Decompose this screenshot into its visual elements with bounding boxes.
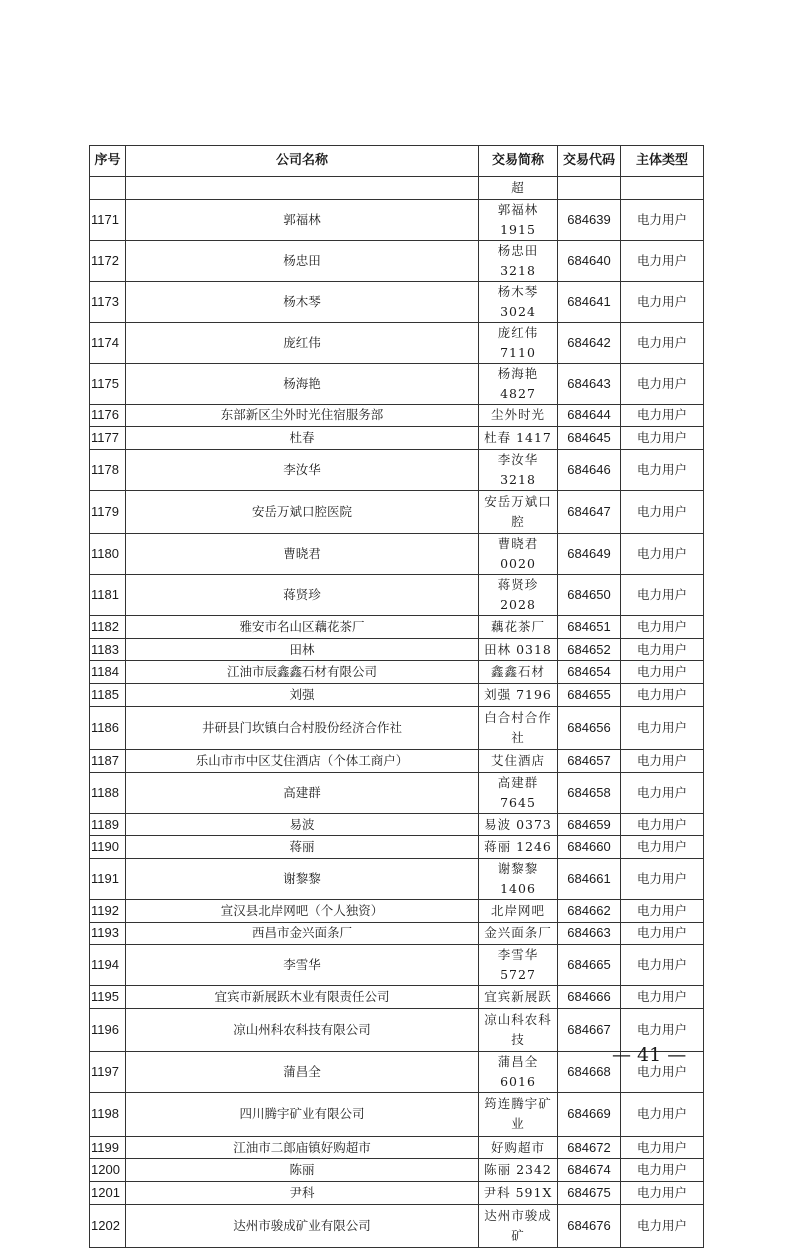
cell-seq: 1195 xyxy=(90,986,126,1009)
header-trade-abbr: 交易简称 xyxy=(479,146,558,177)
cell-trade-abbr: 安岳万斌口腔 xyxy=(479,490,558,534)
cell-entity-type: 电力用户 xyxy=(621,449,704,490)
table-row xyxy=(90,986,704,1009)
cell-seq: 1178 xyxy=(90,449,126,490)
participant-table xyxy=(89,145,704,1248)
cell-company-name: 东部新区尘外时光住宿服务部 xyxy=(126,404,479,427)
cell-company-name: 杨木琴 xyxy=(126,281,479,322)
cell-trade-code: 684652 xyxy=(558,638,621,661)
cell-seq: 1179 xyxy=(90,490,126,534)
cell-trade-code: 684651 xyxy=(558,616,621,639)
cell-company-name: 西昌市金兴面条厂 xyxy=(126,922,479,945)
table-row xyxy=(90,322,704,363)
cell-company-name: 杨海艳 xyxy=(126,363,479,404)
cell-seq: 1180 xyxy=(90,534,126,575)
cell-trade-code: 684643 xyxy=(558,363,621,404)
cell-company-name: 宣汉县北岸网吧（个人独资） xyxy=(126,899,479,922)
cell-trade-code: 684642 xyxy=(558,322,621,363)
cell-trade-code: 684662 xyxy=(558,899,621,922)
cell-seq: 1197 xyxy=(90,1052,126,1093)
cell-trade-abbr: 尘外时光 xyxy=(479,404,558,427)
cell-entity-type: 电力用户 xyxy=(621,363,704,404)
cell-trade-abbr: 藕花茶厂 xyxy=(479,616,558,639)
table-row xyxy=(90,813,704,836)
cell-entity-type: 电力用户 xyxy=(621,322,704,363)
table-row xyxy=(90,281,704,322)
cell-trade-abbr: 蒲昌全 6016 xyxy=(479,1052,558,1093)
cell-trade-code: 684639 xyxy=(558,199,621,240)
cell-entity-type: 电力用户 xyxy=(621,1052,704,1093)
cell-entity-type: 电力用户 xyxy=(621,945,704,986)
table-row xyxy=(90,922,704,945)
cell-seq: 1201 xyxy=(90,1181,126,1204)
cell-company-name: 杨忠田 xyxy=(126,240,479,281)
cell-company-name: 乐山市市中区艾住酒店（个体工商户） xyxy=(126,750,479,773)
cell-trade-abbr: 李雪华 5727 xyxy=(479,945,558,986)
cell-company-name: 达州市骏成矿业有限公司 xyxy=(126,1204,479,1248)
cell-seq: 1177 xyxy=(90,427,126,450)
table-row xyxy=(90,772,704,813)
cell-trade-code: 684676 xyxy=(558,1204,621,1248)
cell-seq: 1196 xyxy=(90,1008,126,1052)
table-row xyxy=(90,616,704,639)
cell-trade-abbr: 杨忠田 3218 xyxy=(479,240,558,281)
cell-trade-code: 684657 xyxy=(558,750,621,773)
table-row xyxy=(90,363,704,404)
cell-entity-type: 电力用户 xyxy=(621,858,704,899)
cell-entity-type: 电力用户 xyxy=(621,772,704,813)
cell-trade-code: 684655 xyxy=(558,684,621,707)
table-row xyxy=(90,836,704,859)
cell-trade-abbr: 杨木琴 3024 xyxy=(479,281,558,322)
cell-company-name: 宜宾市新展跃木业有限责任公司 xyxy=(126,986,479,1009)
cell-trade-abbr: 艾住酒店 xyxy=(479,750,558,773)
header-trade-code: 交易代码 xyxy=(558,146,621,177)
cell-trade-abbr: 郭福林 1915 xyxy=(479,199,558,240)
cell-trade-abbr: 陈丽 2342 xyxy=(479,1159,558,1182)
cell-entity-type: 电力用户 xyxy=(621,836,704,859)
cell-company-name: 谢黎黎 xyxy=(126,858,479,899)
cell-company-name: 杜春 xyxy=(126,427,479,450)
cell-seq: 1202 xyxy=(90,1204,126,1248)
cell-trade-code: 684669 xyxy=(558,1093,621,1137)
continuation-row xyxy=(90,177,704,200)
cell-entity-type: 电力用户 xyxy=(621,1008,704,1052)
cell-company-name: 易波 xyxy=(126,813,479,836)
table-row xyxy=(90,449,704,490)
cell-entity-type: 电力用户 xyxy=(621,638,704,661)
cell-trade-code: 684667 xyxy=(558,1008,621,1052)
cell-seq: 1187 xyxy=(90,750,126,773)
cell-trade-abbr: 曹晓君 0020 xyxy=(479,534,558,575)
cell-entity-type: 电力用户 xyxy=(621,1136,704,1159)
cell-seq: 1173 xyxy=(90,281,126,322)
cell-company-name: 安岳万斌口腔医院 xyxy=(126,490,479,534)
cell-entity-type: 电力用户 xyxy=(621,813,704,836)
cell-trade-code: 684675 xyxy=(558,1181,621,1204)
cell-seq: 1190 xyxy=(90,836,126,859)
cell-trade-abbr: 宜宾新展跃 xyxy=(479,986,558,1009)
cell-trade-abbr: 田林 0318 xyxy=(479,638,558,661)
cell-company-name: 曹晓君 xyxy=(126,534,479,575)
cell-company-name: 蒋贤珍 xyxy=(126,575,479,616)
table-row xyxy=(90,945,704,986)
cell-trade-abbr: 金兴面条厂 xyxy=(479,922,558,945)
table-row xyxy=(90,750,704,773)
cell-trade-abbr: 筠连腾宇矿业 xyxy=(479,1093,558,1137)
cell-company-name: 高建群 xyxy=(126,772,479,813)
cell-trade-abbr: 高建群 7645 xyxy=(479,772,558,813)
cell-company-name: 凉山州科农科技有限公司 xyxy=(126,1008,479,1052)
cell-entity-type: 电力用户 xyxy=(621,750,704,773)
cell-company-name: 井研县门坎镇白合村股份经济合作社 xyxy=(126,706,479,750)
cell-seq: 1199 xyxy=(90,1136,126,1159)
cell-trade-code: 684659 xyxy=(558,813,621,836)
cell-trade-code: 684644 xyxy=(558,404,621,427)
cell-trade-code: 684649 xyxy=(558,534,621,575)
cell-entity-type: 电力用户 xyxy=(621,706,704,750)
table-row xyxy=(90,1159,704,1182)
cell-company-name: 蒲昌全 xyxy=(126,1052,479,1093)
table-row xyxy=(90,199,704,240)
cell-entity-type: 电力用户 xyxy=(621,899,704,922)
cell-entity-type: 电力用户 xyxy=(621,427,704,450)
cell-company-name: 李汝华 xyxy=(126,449,479,490)
cell-trade-abbr: 蒋丽 1246 xyxy=(479,836,558,859)
table-row xyxy=(90,706,704,750)
cell-seq: 1191 xyxy=(90,858,126,899)
table-row xyxy=(90,858,704,899)
cell-entity-type: 电力用户 xyxy=(621,986,704,1009)
cell-trade-abbr: 达州市骏成矿 xyxy=(479,1204,558,1248)
cell-company-name: 蒋丽 xyxy=(126,836,479,859)
cell-seq: 1200 xyxy=(90,1159,126,1182)
header-entity-type: 主体类型 xyxy=(621,146,704,177)
cell-company-name: 江油市辰鑫鑫石材有限公司 xyxy=(126,661,479,684)
table-row xyxy=(90,490,704,534)
table-row xyxy=(90,661,704,684)
cell-trade-code: 684660 xyxy=(558,836,621,859)
cell-trade-abbr: 易波 0373 xyxy=(479,813,558,836)
cell-trade-abbr: 鑫鑫石材 xyxy=(479,661,558,684)
header-company-name: 公司名称 xyxy=(126,146,479,177)
cell-entity-type: 电力用户 xyxy=(621,1204,704,1248)
cell-trade-abbr: 好购超市 xyxy=(479,1136,558,1159)
cell-trade-code: 684663 xyxy=(558,922,621,945)
cell-seq: 1181 xyxy=(90,575,126,616)
cell-seq: 1171 xyxy=(90,199,126,240)
cell-seq: 1176 xyxy=(90,404,126,427)
cell-trade-code: 684658 xyxy=(558,772,621,813)
cell-trade-code: 684654 xyxy=(558,661,621,684)
cell-trade-code: 684647 xyxy=(558,490,621,534)
cell-trade-abbr: 尹科 591X xyxy=(479,1181,558,1204)
cell-seq: 1172 xyxy=(90,240,126,281)
cell-company-name: 江油市二郎庙镇好购超市 xyxy=(126,1136,479,1159)
cell-trade-abbr: 凉山科农科技 xyxy=(479,1008,558,1052)
cell-trade-abbr: 谢黎黎 1406 xyxy=(479,858,558,899)
cell-trade-abbr: 北岸网吧 xyxy=(479,899,558,922)
cell-entity-type: 电力用户 xyxy=(621,575,704,616)
cell-seq: 1184 xyxy=(90,661,126,684)
cell-seq: 1183 xyxy=(90,638,126,661)
cell-trade-abbr: 超 xyxy=(479,177,558,200)
cell-entity-type: 电力用户 xyxy=(621,1159,704,1182)
cell-company-name: 李雪华 xyxy=(126,945,479,986)
cell-company-name: 刘强 xyxy=(126,684,479,707)
cell-trade-abbr: 李汝华 3218 xyxy=(479,449,558,490)
cell-company-name: 郭福林 xyxy=(126,199,479,240)
cell-entity-type: 电力用户 xyxy=(621,281,704,322)
cell-entity-type: 电力用户 xyxy=(621,199,704,240)
cell-entity-type: 电力用户 xyxy=(621,684,704,707)
cell-entity-type xyxy=(621,177,704,200)
cell-entity-type: 电力用户 xyxy=(621,240,704,281)
cell-trade-abbr: 杜春 1417 xyxy=(479,427,558,450)
cell-trade-code: 684646 xyxy=(558,449,621,490)
table-row xyxy=(90,1093,704,1137)
table-row xyxy=(90,575,704,616)
table-row xyxy=(90,1204,704,1248)
cell-company-name: 田林 xyxy=(126,638,479,661)
header-seq: 序号 xyxy=(90,146,126,177)
cell-seq: 1198 xyxy=(90,1093,126,1137)
table-header-row xyxy=(90,146,704,177)
cell-trade-code: 684656 xyxy=(558,706,621,750)
cell-company-name: 四川腾宇矿业有限公司 xyxy=(126,1093,479,1137)
cell-trade-code: 684666 xyxy=(558,986,621,1009)
cell-seq: 1182 xyxy=(90,616,126,639)
cell-trade-code: 684674 xyxy=(558,1159,621,1182)
cell-seq: 1175 xyxy=(90,363,126,404)
cell-trade-abbr: 蒋贤珍 2028 xyxy=(479,575,558,616)
cell-seq: 1193 xyxy=(90,922,126,945)
cell-seq: 1174 xyxy=(90,322,126,363)
cell-entity-type: 电力用户 xyxy=(621,922,704,945)
cell-trade-code: 684640 xyxy=(558,240,621,281)
cell-trade-code: 684668 xyxy=(558,1052,621,1093)
table-row xyxy=(90,534,704,575)
table-row xyxy=(90,240,704,281)
cell-entity-type: 电力用户 xyxy=(621,404,704,427)
cell-trade-code: 684661 xyxy=(558,858,621,899)
cell-seq: 1189 xyxy=(90,813,126,836)
cell-trade-abbr: 刘强 7196 xyxy=(479,684,558,707)
cell-company-name: 雅安市名山区藕花茶厂 xyxy=(126,616,479,639)
table-row xyxy=(90,638,704,661)
cell-seq: 1188 xyxy=(90,772,126,813)
cell-seq xyxy=(90,177,126,200)
cell-trade-abbr: 白合村合作社 xyxy=(479,706,558,750)
cell-entity-type: 电力用户 xyxy=(621,1093,704,1137)
cell-company-name xyxy=(126,177,479,200)
cell-trade-code xyxy=(558,177,621,200)
cell-entity-type: 电力用户 xyxy=(621,534,704,575)
cell-entity-type: 电力用户 xyxy=(621,1181,704,1204)
cell-company-name: 庞红伟 xyxy=(126,322,479,363)
cell-company-name: 尹科 xyxy=(126,1181,479,1204)
cell-company-name: 陈丽 xyxy=(126,1159,479,1182)
table-row xyxy=(90,1136,704,1159)
cell-entity-type: 电力用户 xyxy=(621,661,704,684)
table-row xyxy=(90,427,704,450)
cell-trade-abbr: 杨海艳 4827 xyxy=(479,363,558,404)
cell-seq: 1186 xyxy=(90,706,126,750)
cell-trade-code: 684650 xyxy=(558,575,621,616)
table-row xyxy=(90,684,704,707)
cell-entity-type: 电力用户 xyxy=(621,490,704,534)
cell-trade-code: 684645 xyxy=(558,427,621,450)
table-row xyxy=(90,1181,704,1204)
cell-entity-type: 电力用户 xyxy=(621,616,704,639)
cell-trade-abbr: 庞红伟 7110 xyxy=(479,322,558,363)
cell-trade-code: 684641 xyxy=(558,281,621,322)
cell-seq: 1192 xyxy=(90,899,126,922)
table-row xyxy=(90,899,704,922)
cell-trade-code: 684665 xyxy=(558,945,621,986)
cell-seq: 1194 xyxy=(90,945,126,986)
table-row xyxy=(90,404,704,427)
page-number: — 41 — xyxy=(612,1044,687,1066)
cell-trade-code: 684672 xyxy=(558,1136,621,1159)
cell-seq: 1185 xyxy=(90,684,126,707)
